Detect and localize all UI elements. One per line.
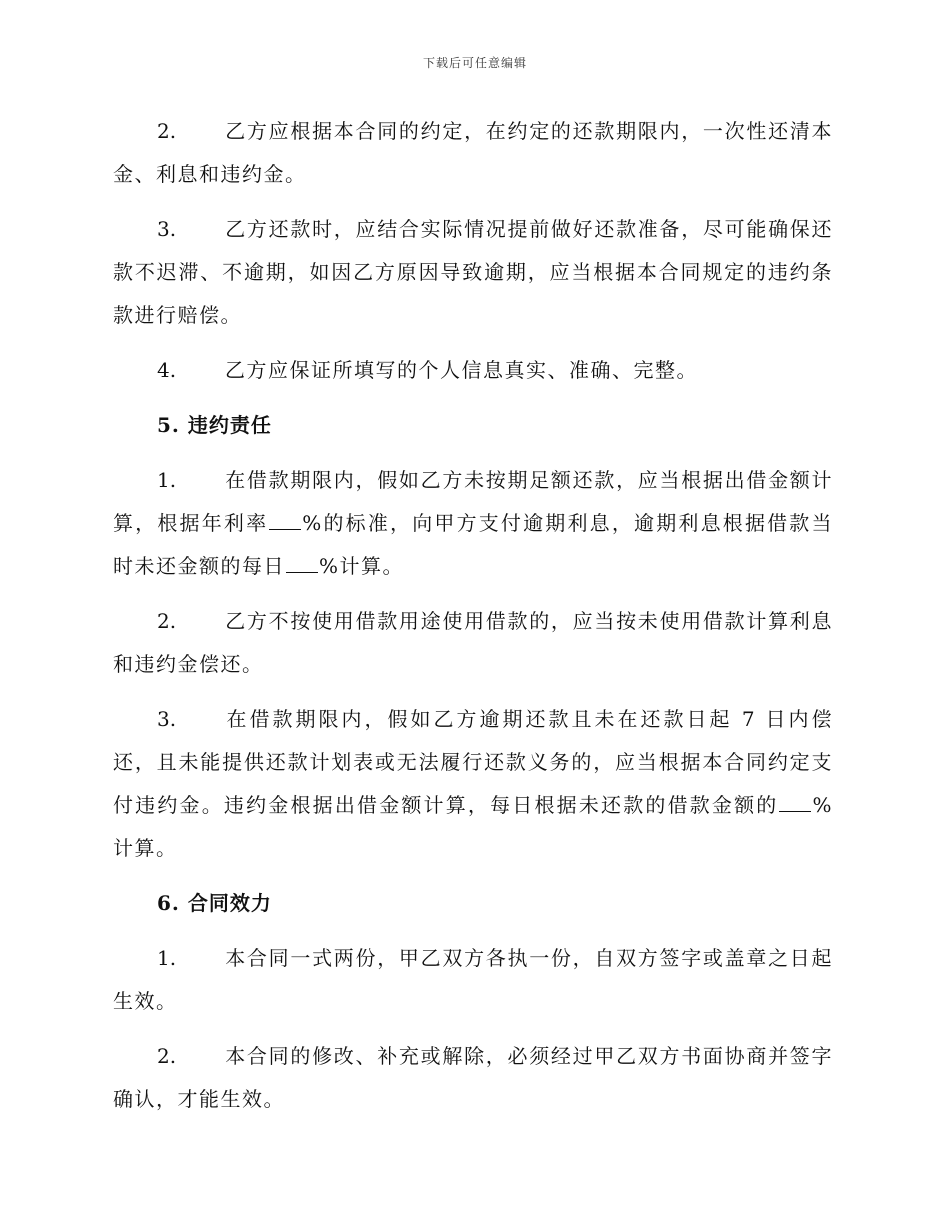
clause-number: 3. [157,707,177,731]
clause-1-overdue-interest [113,459,833,588]
document-body [113,110,833,1133]
clause-number: 3. [157,217,177,241]
clause-1-effective [113,937,833,1023]
clause-number: 2. [157,1044,177,1068]
blank-field[interactable] [779,793,811,812]
blank-field[interactable] [286,554,318,573]
clause-3-penalty [113,698,833,870]
clause-2-amendment [113,1035,833,1121]
clause-text: %计算。 [113,793,833,860]
clause-text: %计算。 [319,554,405,578]
clause-text: 乙方应根据本合同的约定，在约定的还款期限内，一次性还清本金、利息和违约金。 [113,119,833,186]
clause-number: 1. [157,468,177,492]
clause-text: %的标准，向甲方支付逾期利息，逾期利息根据借款当时未还金额的每日 [113,511,833,578]
clause-number: 2. [157,119,177,143]
clause-4-personal-info [113,349,833,392]
section-heading-validity: 6. 合同效力 [157,891,272,915]
clause-2-misuse [113,600,833,686]
clause-2-repayment [113,110,833,196]
clause-text: 本合同一式两份，甲乙双方各执一份，自双方签字或盖章之日起生效。 [113,946,833,1013]
section-heading-breach: 5. 违约责任 [157,413,272,437]
clause-3-repayment-prep [113,208,833,337]
clause-text: 本合同的修改、补充或解除，必须经过甲乙双方书面协商并签字确认，才能生效。 [113,1044,833,1111]
clause-number: 1. [157,946,177,970]
blank-field[interactable] [269,511,301,530]
clause-text: 乙方不按使用借款用途使用借款的，应当按未使用借款计算利息和违约金偿还。 [113,609,833,676]
clause-text: 在借款期限内，假如乙方逾期还款且未在还款日起 7 日内偿还，且未能提供还款计划表或无法履行还款义务的，应当根据本合同约定支付违约金。违约金根据出借金额计算，每日根据未还款的借款金额的 [113,707,833,817]
clause-text: 在借款期限内，假如乙方未按期足额还款，应当根据出借金额计算，根据年利率 [113,468,833,535]
clause-text: 乙方还款时，应结合实际情况提前做好还款准备，尽可能确保还款不迟滞、不逾期，如因乙方原因导致逾期，应当根据本合同规定的违约条款进行赔偿。 [113,217,833,327]
clause-text: 乙方应保证所填写的个人信息真实、准确、完整。 [225,358,698,382]
clause-number: 2. [157,609,177,633]
header-note: 下载后可任意编辑 [422,56,527,70]
clause-number: 4. [157,358,177,382]
